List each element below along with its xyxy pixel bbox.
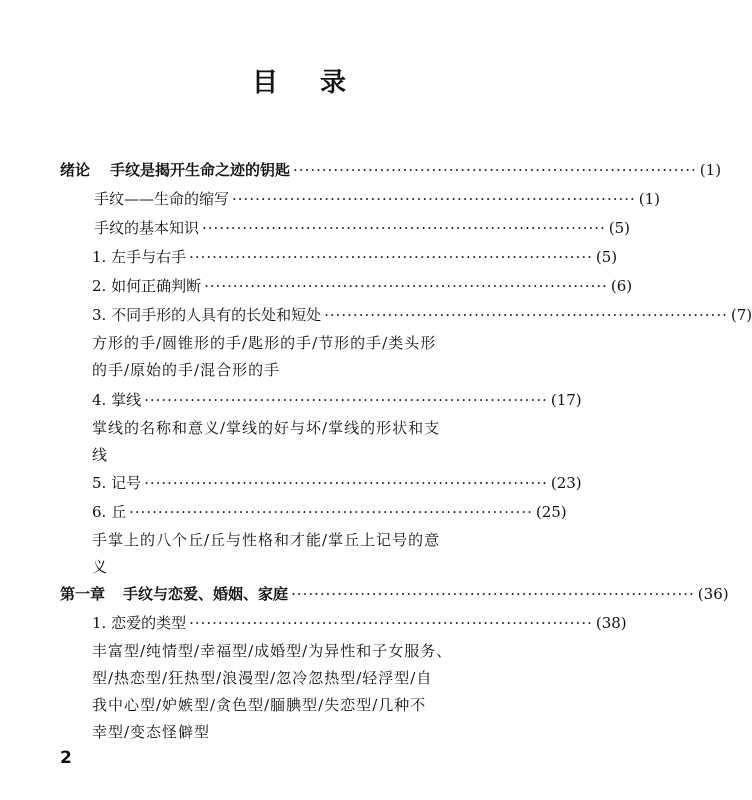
toc-subtopics: 手掌上的八个丘/丘与性格和才能/掌丘上记号的意 bbox=[92, 531, 441, 549]
toc-entry[interactable] bbox=[92, 303, 752, 327]
toc-subtopics: 义 bbox=[92, 558, 109, 576]
leader-dots: ······································································ bbox=[189, 614, 593, 632]
toc-subtopics: 方形的手/圆锥形的手/匙形的手/节形的手/类头形 bbox=[92, 334, 437, 352]
leader-dots: ······································································ bbox=[144, 474, 548, 492]
toc-subtopics: 我中心型/妒嫉型/贪色型/腼腆型/失恋型/几种不 bbox=[92, 696, 427, 714]
leader-dots: ······································································ bbox=[293, 161, 697, 179]
toc-label: 4. 掌线 bbox=[92, 391, 142, 409]
toc-subtopics: 的手/原始的手/混合形的手 bbox=[92, 361, 281, 379]
toc-entry[interactable] bbox=[92, 187, 661, 211]
toc-label: 1. 恋爱的类型 bbox=[92, 614, 187, 632]
toc-label: 手纹与恋爱、婚姻、家庭 bbox=[123, 585, 289, 603]
leader-dots: ······································································ bbox=[324, 306, 728, 324]
toc-entry[interactable] bbox=[92, 500, 567, 524]
toc-entry[interactable] bbox=[92, 388, 582, 412]
toc-label: 1. 左手与右手 bbox=[92, 248, 187, 266]
toc-subtopics: 掌线的名称和意义/掌线的好与坏/掌线的形状和支 bbox=[92, 419, 441, 437]
toc-entry-intro[interactable] bbox=[60, 158, 722, 182]
toc-page-number: (36) bbox=[697, 585, 729, 603]
toc-label: 5. 记号 bbox=[92, 474, 142, 492]
toc-label: 手纹——生命的缩写 bbox=[94, 190, 230, 208]
toc-prefix: 绪论 bbox=[60, 161, 91, 179]
toc-entry[interactable] bbox=[92, 274, 633, 298]
toc-page-number: (25) bbox=[535, 503, 567, 521]
toc-page-number: (7) bbox=[730, 306, 752, 324]
toc-subtopics: 丰富型/纯情型/幸福型/成婚型/为异性和子女服务、 bbox=[92, 642, 453, 660]
leader-dots: ······································································ bbox=[232, 190, 636, 208]
toc-page-number: (5) bbox=[595, 248, 618, 266]
title-char-2: 录 bbox=[320, 68, 349, 98]
toc-label: 手纹是揭开生命之迹的钥匙 bbox=[110, 161, 291, 179]
toc-label: 6. 丘 bbox=[92, 503, 127, 521]
toc-prefix: 第一章 bbox=[60, 585, 106, 603]
leader-dots: ······································································ bbox=[129, 503, 533, 521]
leader-dots: ······································································ bbox=[189, 248, 593, 266]
leader-dots: ······································································ bbox=[202, 219, 606, 237]
toc-entry[interactable] bbox=[92, 611, 627, 635]
toc-page-number: (38) bbox=[595, 614, 627, 632]
toc-subtopics: 型/热恋型/狂热型/浪漫型/忽冷忽热型/轻浮型/自 bbox=[92, 669, 433, 687]
leader-dots: ······································································ bbox=[144, 391, 548, 409]
page-number: 2 bbox=[60, 748, 72, 768]
toc-page-number: (17) bbox=[550, 391, 582, 409]
toc-page-number: (23) bbox=[550, 474, 582, 492]
page-title bbox=[0, 62, 600, 99]
toc-page-number: (5) bbox=[608, 219, 631, 237]
toc-entry[interactable] bbox=[92, 471, 582, 495]
toc-label: 2. 如何正确判断 bbox=[92, 277, 202, 295]
toc-entry[interactable] bbox=[92, 216, 631, 240]
leader-dots: ······································································ bbox=[204, 277, 608, 295]
leader-dots: ······································································ bbox=[291, 585, 695, 603]
toc-entry[interactable] bbox=[92, 245, 618, 269]
toc-entry-chapter-1[interactable] bbox=[60, 582, 729, 606]
toc-label: 手纹的基本知识 bbox=[94, 219, 200, 237]
toc-subtopics: 幸型/变态怪僻型 bbox=[92, 723, 211, 741]
toc-subtopics: 线 bbox=[92, 446, 109, 464]
toc-page-number: (1) bbox=[638, 190, 661, 208]
title-char-1: 目 bbox=[251, 68, 280, 98]
toc-page-number: (1) bbox=[699, 161, 722, 179]
toc-label: 3. 不同手形的人具有的长处和短处 bbox=[92, 306, 322, 324]
toc-page-number: (6) bbox=[610, 277, 633, 295]
